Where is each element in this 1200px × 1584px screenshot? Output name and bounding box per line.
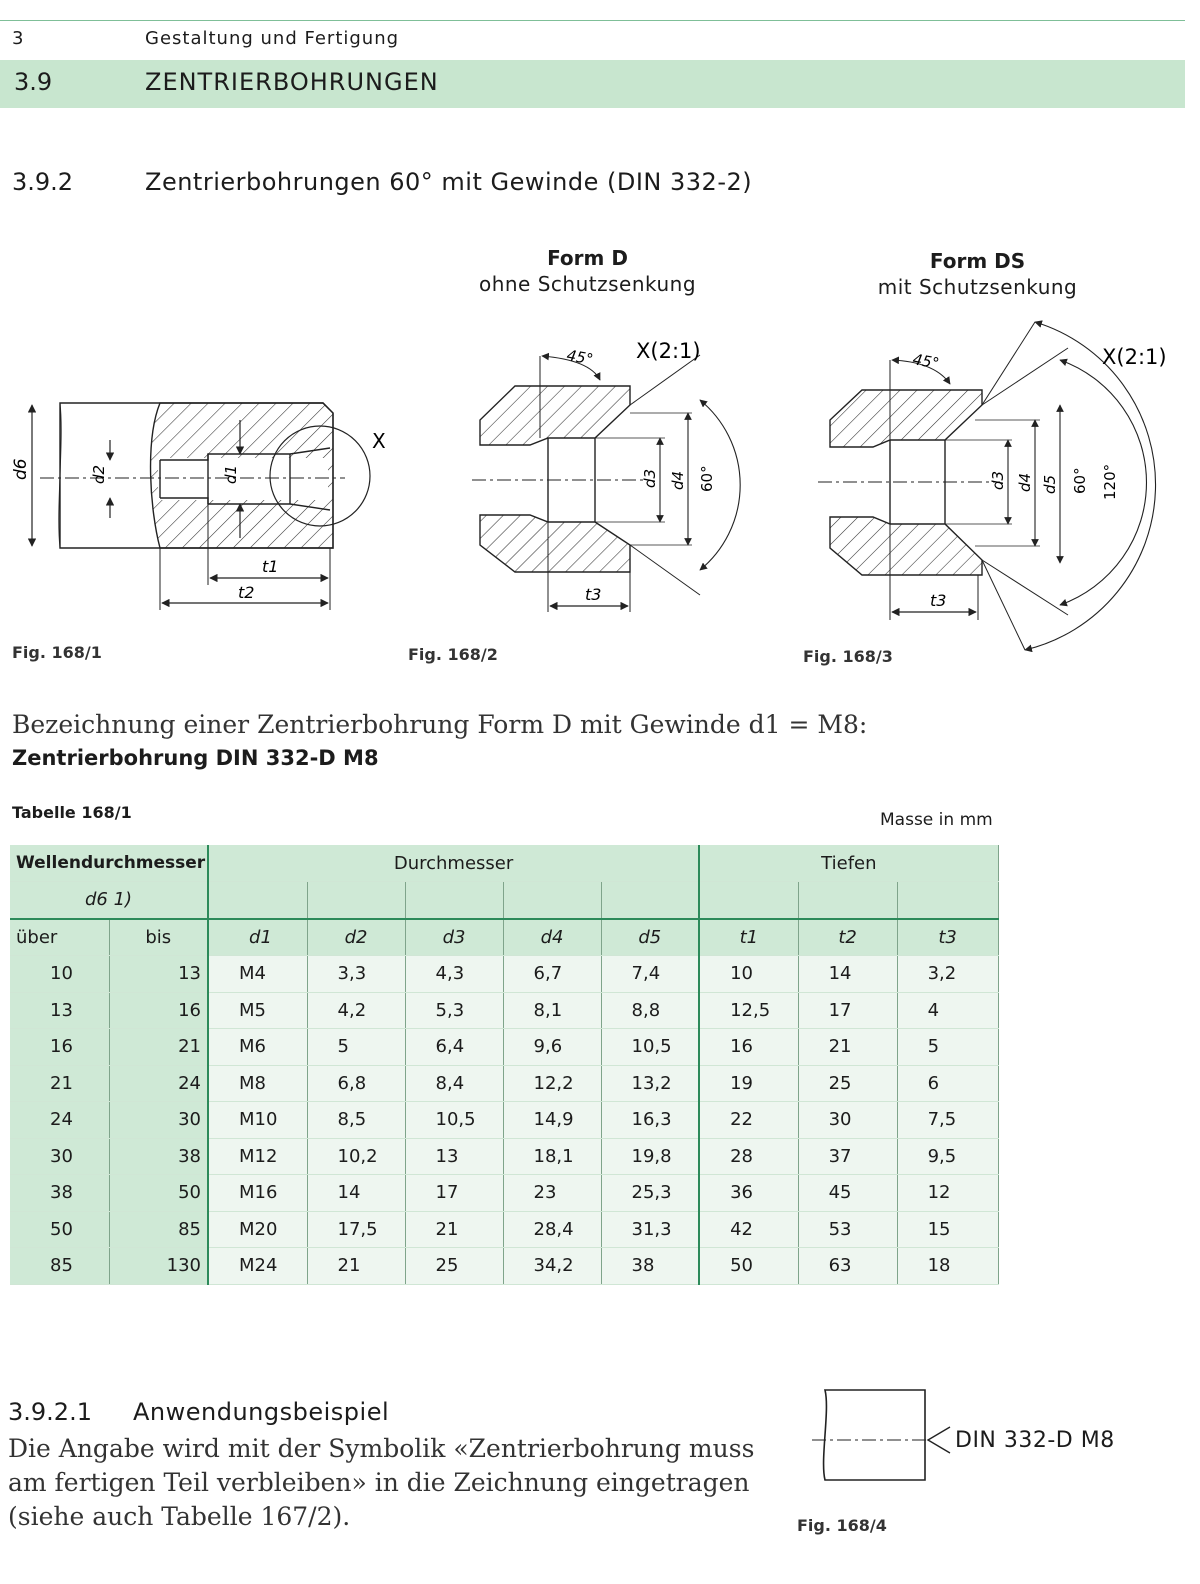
table-cell: 6,4	[405, 1029, 503, 1066]
table-row	[10, 1248, 998, 1285]
table-cell: 10	[10, 956, 109, 993]
table-cell: 4	[897, 992, 998, 1029]
table-cell: 6,8	[307, 1065, 405, 1102]
col-header: d4	[503, 919, 601, 956]
table-row	[10, 1029, 998, 1066]
table-cell: 16,3	[601, 1102, 699, 1139]
table-unit: Masse in mm	[880, 810, 993, 830]
group-depth: Tiefen	[699, 845, 998, 882]
group-diameter: Durchmesser	[208, 845, 699, 882]
col-header: d3	[405, 919, 503, 956]
table-cell: 8,4	[405, 1065, 503, 1102]
label-d6: d6	[11, 458, 31, 480]
table-cell: 30	[10, 1138, 109, 1175]
table-cell: 16	[109, 992, 208, 1029]
table-cell: 10	[699, 956, 798, 993]
table-cell: 13	[10, 992, 109, 1029]
example-text: Die Angabe wird mit der Symbolik «Zentrierbohrung muss am fertigen Teil verbleiben» in die Zeichnung eingetragen (siehe auch Tabelle 167/2).	[8, 1434, 755, 1531]
label-angle120-fig3: 120°	[1101, 463, 1119, 500]
table-cell: 4,3	[405, 956, 503, 993]
table-cell: 21	[307, 1248, 405, 1285]
table-cell: 50	[10, 1211, 109, 1248]
table-cell: 85	[109, 1211, 208, 1248]
table-cell: 30	[109, 1102, 208, 1139]
table-cell: 24	[109, 1065, 208, 1102]
form-ds-title: Form DS	[929, 249, 1026, 273]
form-ds-subtitle: mit Schutzsenkung	[877, 275, 1078, 299]
table-cell: 3,3	[307, 956, 405, 993]
chapter-title: Gestaltung und Fertigung	[145, 28, 400, 49]
table-cell: 28,4	[503, 1211, 601, 1248]
table-cell: 14	[798, 956, 897, 993]
table-cell: 25	[798, 1065, 897, 1102]
label-angle60-fig2: 60°	[698, 465, 716, 492]
table-cell: 4,2	[307, 992, 405, 1029]
table-cell: 38	[601, 1248, 699, 1285]
table-row	[10, 1175, 998, 1212]
table-cell: 13	[405, 1138, 503, 1175]
table-cell: 14	[307, 1175, 405, 1212]
table-cell: 3,2	[897, 956, 998, 993]
designation-bold: Zentrierbohrung DIN 332-D M8	[12, 746, 379, 770]
table-cell: 37	[798, 1138, 897, 1175]
table-cell: 31,3	[601, 1211, 699, 1248]
label-d3-fig2: d3	[641, 468, 659, 488]
group-shaft-sub: d6 1)	[10, 882, 208, 919]
table-cell: 50	[699, 1248, 798, 1285]
table-cell: 8,1	[503, 992, 601, 1029]
col-header: bis	[109, 919, 208, 956]
label-t3-fig2: t3	[585, 585, 602, 604]
col-header: d5	[601, 919, 699, 956]
table-cell: 50	[109, 1175, 208, 1212]
table-cell: 19,8	[601, 1138, 699, 1175]
table-cell: 10,5	[601, 1029, 699, 1066]
table-row	[10, 1065, 998, 1102]
table-cell: 10,2	[307, 1138, 405, 1175]
table-cell: 25,3	[601, 1175, 699, 1212]
fig1-caption: Fig. 168/1	[12, 643, 102, 662]
table-cell: 8,8	[601, 992, 699, 1029]
technical-drawings	[0, 0, 1200, 680]
table-cell: 25	[405, 1248, 503, 1285]
table-cell: 22	[699, 1102, 798, 1139]
spacer	[601, 882, 699, 919]
table-cell: 12,2	[503, 1065, 601, 1102]
table-cell: 17,5	[307, 1211, 405, 1248]
spacer	[699, 882, 798, 919]
label-d4-fig2: d4	[669, 470, 687, 490]
table-row	[10, 956, 998, 993]
table-cell: 30	[798, 1102, 897, 1139]
label-angle45-fig3: 45°	[911, 350, 941, 373]
col-header: über	[10, 919, 109, 956]
table-row	[10, 992, 998, 1029]
table-row	[10, 1211, 998, 1248]
table-cell: M10	[208, 1102, 307, 1139]
table-cell: 14,9	[503, 1102, 601, 1139]
table-cell: 36	[699, 1175, 798, 1212]
label-d5-fig3: d5	[1041, 474, 1059, 494]
label-t1: t1	[262, 557, 279, 576]
col-header: t2	[798, 919, 897, 956]
table-cell: M16	[208, 1175, 307, 1212]
table-cell: 16	[10, 1029, 109, 1066]
fig3-caption: Fig. 168/3	[803, 647, 893, 666]
section-title: ZENTRIERBOHRUNGEN	[145, 68, 439, 96]
table-cell: 9,5	[897, 1138, 998, 1175]
table-cell: 8,5	[307, 1102, 405, 1139]
label-xscale-fig3: X(2:1)	[1102, 345, 1167, 369]
form-d-title: Form D	[547, 246, 628, 270]
table-cell: 5	[307, 1029, 405, 1066]
table-cell: 21	[405, 1211, 503, 1248]
label-t2: t2	[238, 583, 255, 602]
table-cell: M20	[208, 1211, 307, 1248]
table-cell: 45	[798, 1175, 897, 1212]
table-cell: M12	[208, 1138, 307, 1175]
table-cell: 19	[699, 1065, 798, 1102]
label-angle45-fig2: 45°	[565, 346, 595, 369]
table-cell: 18	[897, 1248, 998, 1285]
table-cell: 13	[109, 956, 208, 993]
table-cell: M8	[208, 1065, 307, 1102]
col-header: d1	[208, 919, 307, 956]
table-cell: 63	[798, 1248, 897, 1285]
table-cell: 53	[798, 1211, 897, 1248]
table-cell: 6	[897, 1065, 998, 1102]
table-cell: 7,4	[601, 956, 699, 993]
table-cell: 21	[109, 1029, 208, 1066]
label-xscale-fig2: X(2:1)	[636, 339, 701, 363]
table-cell: 13,2	[601, 1065, 699, 1102]
table-cell: 7,5	[897, 1102, 998, 1139]
table-cell: 15	[897, 1211, 998, 1248]
table-cell: M6	[208, 1029, 307, 1066]
spacer	[503, 882, 601, 919]
table-cell: 38	[109, 1138, 208, 1175]
section-number: 3.9	[14, 68, 53, 96]
table-body	[10, 956, 998, 1285]
din-label: DIN 332-D M8	[955, 1428, 1115, 1453]
table-cell: 21	[10, 1065, 109, 1102]
label-angle60-fig3: 60°	[1071, 467, 1089, 494]
spacer	[208, 882, 307, 919]
spacer	[897, 882, 998, 919]
chapter-number: 3	[12, 28, 24, 49]
fig1-drawing	[32, 403, 370, 610]
table-row	[10, 1138, 998, 1175]
table-cell: 23	[503, 1175, 601, 1212]
table-cell: 5,3	[405, 992, 503, 1029]
table-cell: 38	[10, 1175, 109, 1212]
table-cell: 21	[798, 1029, 897, 1066]
subsection-title: Zentrierbohrungen 60° mit Gewinde (DIN 332-2)	[145, 168, 753, 196]
table-cell: 85	[10, 1248, 109, 1285]
table-cell: M5	[208, 992, 307, 1029]
col-header: d2	[307, 919, 405, 956]
designation-text: Bezeichnung einer Zentrierbohrung Form D mit Gewinde d1 = M8:	[12, 710, 868, 739]
table-cell: 9,6	[503, 1029, 601, 1066]
table-cell: 17	[405, 1175, 503, 1212]
dimension-table	[10, 845, 999, 1285]
form-d-subtitle: ohne Schutzsenkung	[478, 272, 697, 296]
label-d2: d2	[90, 464, 108, 484]
table-cell: M4	[208, 956, 307, 993]
example-title: Anwendungsbeispiel	[133, 1398, 390, 1426]
table-cell: M24	[208, 1248, 307, 1285]
label-t3-fig3: t3	[930, 591, 947, 610]
fig2-caption: Fig. 168/2	[408, 645, 498, 664]
label-d3-fig3: d3	[989, 470, 1007, 490]
spacer	[307, 882, 405, 919]
example-number: 3.9.2.1	[8, 1398, 92, 1426]
table-row	[10, 1102, 998, 1139]
table-cell: 16	[699, 1029, 798, 1066]
spacer	[798, 882, 897, 919]
fig4-caption: Fig. 168/4	[797, 1516, 887, 1535]
table-cell: 17	[798, 992, 897, 1029]
col-header: t3	[897, 919, 998, 956]
table-cell: 18,1	[503, 1138, 601, 1175]
table-cell: 12,5	[699, 992, 798, 1029]
table-cell: 130	[109, 1248, 208, 1285]
table-cell: 12	[897, 1175, 998, 1212]
table-cell: 10,5	[405, 1102, 503, 1139]
group-shaft: Wellendurchmesser	[10, 845, 208, 882]
label-d4-fig3: d4	[1016, 472, 1034, 492]
table-cell: 34,2	[503, 1248, 601, 1285]
table-cell: 5	[897, 1029, 998, 1066]
table-cell: 42	[699, 1211, 798, 1248]
label-x: X	[372, 429, 386, 453]
table-cell: 6,7	[503, 956, 601, 993]
col-header: t1	[699, 919, 798, 956]
table-caption: Tabelle 168/1	[12, 803, 132, 822]
label-d1: d1	[222, 464, 240, 484]
table-cell: 24	[10, 1102, 109, 1139]
spacer	[405, 882, 503, 919]
table-cell: 28	[699, 1138, 798, 1175]
subsection-number: 3.9.2	[12, 168, 74, 196]
